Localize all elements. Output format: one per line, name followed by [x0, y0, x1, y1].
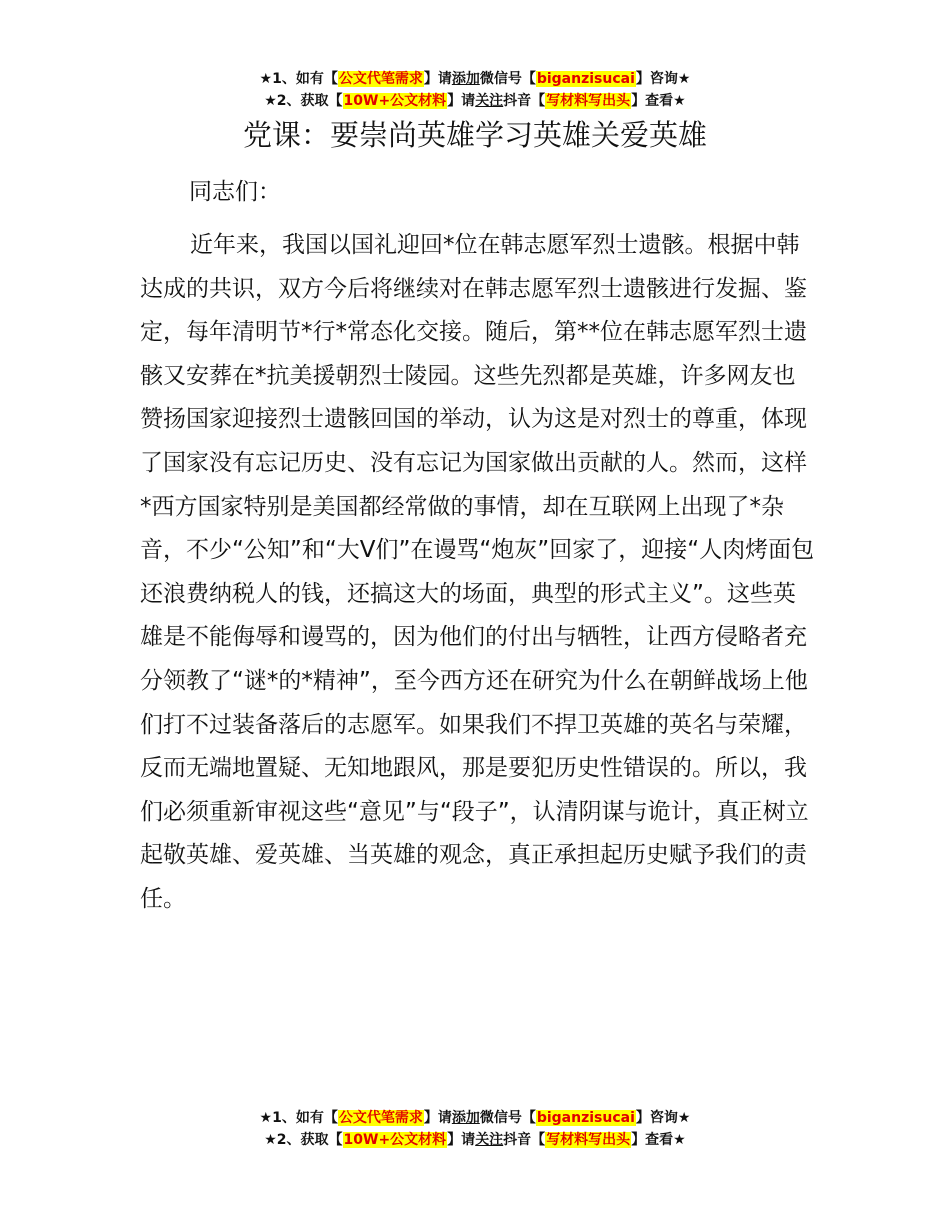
notice-underlined: 关注: [475, 1132, 504, 1148]
notice-text: 】咨询★: [635, 1110, 691, 1126]
notice-underlined: 添加: [451, 1110, 480, 1126]
header-notice: [0, 68, 950, 112]
notice-highlight: 公文代笔需求: [338, 1110, 423, 1126]
notice-underlined: 关注: [475, 93, 504, 109]
douyin-id-highlight: 写材料写出头: [546, 93, 631, 109]
douyin-id-highlight: 写材料写出头: [546, 1132, 631, 1148]
notice-text: 】咨询★: [635, 71, 691, 87]
notice-underlined: 添加: [451, 71, 480, 87]
notice-line-2: [0, 1129, 950, 1151]
notice-line-1: [0, 1107, 950, 1129]
notice-text: 抖音【: [503, 93, 546, 109]
body-paragraph: 近年来，我国以国礼迎回*位在韩志愿军烈士遗骸。根据中韩达成的共识，双方今后将继续对在韩志愿军烈士遗骸进行发掘、鉴定，每年清明节*行*常态化交接。随后，第**位在韩志愿军烈士遗骸又安葬在*抗美援朝烈士陵园。这些先烈都是英雄，许多网友也赞扬国家迎接烈士遗骸回国的举动，认为这是对烈士的尊重，体现了国家没有忘记历史、没有忘记为国家做出贡献的人。然而，这样*西方国家特别是美国都经常做的事情，却在互联网上出现了*杂音，不少“公知”和“大V们”在谩骂“炮灰”回家了，迎接“人肉烤面包还浪费纳税人的钱，还搞这大的场面，典型的形式主义”。这些英雄是不能侮辱和谩骂的，因为他们的付出与牺牲，让西方侵略者充分领教了“谜*的*精神”，至今西方还在研究为什么在朝鲜战场上他们打不过装备落后的志愿军。如果我们不捍卫英雄的英名与荣耀，反而无端地置疑、无知地跟风，那是要犯历史性错误的。所以，我们必须重新审视这些“意见”与“段子”，认清阴谋与诡计，真正树立起敬英雄、爱英雄、当英雄的观念，真正承担起历史赋予我们的责任。: [140, 232, 815, 912]
notice-line-2: [0, 90, 950, 112]
notice-highlight: 10W+公文材料: [343, 93, 447, 109]
notice-text: 】请: [423, 1110, 452, 1126]
footer-notice: [0, 1107, 950, 1151]
notice-text: 】请: [447, 93, 476, 109]
wechat-id-highlight: biganzisucai: [536, 1110, 635, 1126]
notice-highlight: 公文代笔需求: [338, 71, 423, 87]
salutation: 同志们：: [189, 179, 281, 205]
notice-text: 微信号【: [479, 71, 536, 87]
notice-text: ★1、如有【: [259, 1110, 338, 1126]
notice-text: ★1、如有【: [259, 71, 338, 87]
notice-text: ★2、获取【: [264, 93, 343, 109]
wechat-id-highlight: biganzisucai: [536, 71, 635, 87]
document-title: 党课：要崇尚英雄学习英雄关爱英雄: [242, 118, 707, 152]
notice-text: ★2、获取【: [264, 1132, 343, 1148]
notice-text: 微信号【: [479, 1110, 536, 1126]
notice-highlight: 10W+公文材料: [343, 1132, 447, 1148]
notice-text: 抖音【: [503, 1132, 546, 1148]
notice-line-1: [0, 68, 950, 90]
notice-text: 】查看★: [631, 1132, 686, 1148]
notice-text: 】请: [447, 1132, 476, 1148]
notice-text: 】查看★: [631, 93, 686, 109]
notice-text: 】请: [423, 71, 452, 87]
